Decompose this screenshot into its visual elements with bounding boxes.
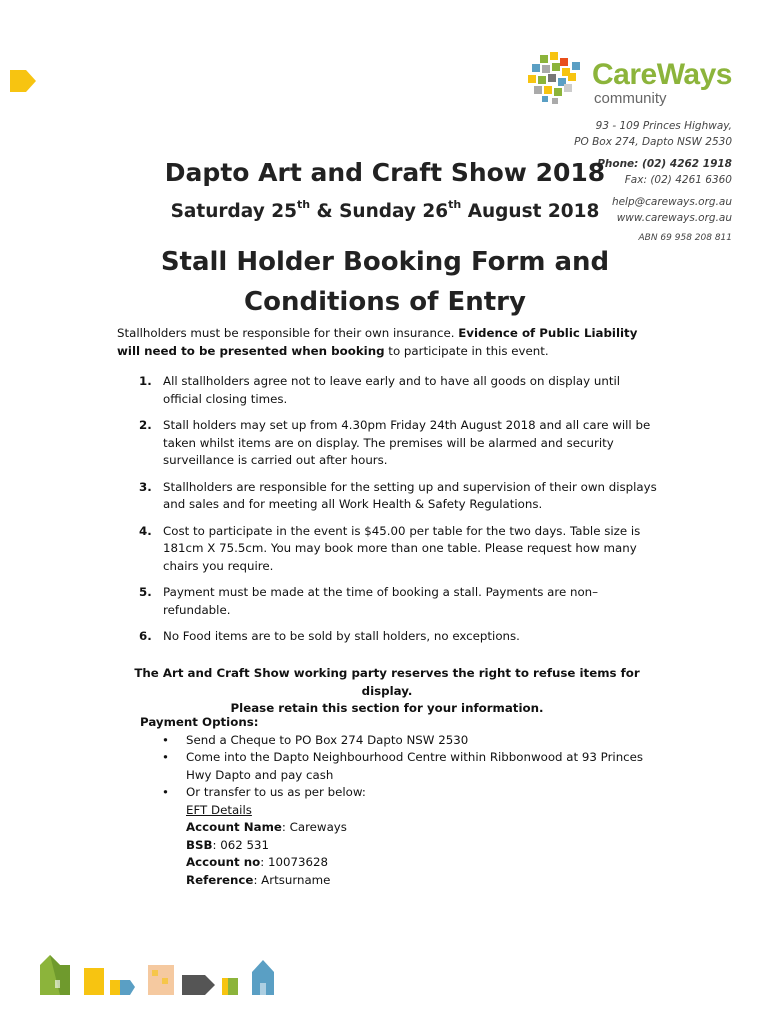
condition-number: 1.	[139, 374, 152, 388]
date-part-a: Saturday 25	[170, 201, 297, 223]
reference-label: Reference	[186, 872, 254, 887]
condition-item	[117, 628, 657, 646]
payment-option-text: Come into the Dapto Neighbourhood Centre within Ribbonwood at 93 Princes Hwy Dapto and pay cash	[186, 750, 644, 782]
notice-line-1: The Art and Craft Show working party reserves the right to refuse items for display.	[134, 666, 640, 698]
payment-heading: Payment Options:	[140, 715, 259, 729]
phone-text: Phone: (02) 4262 1918	[597, 158, 732, 170]
bullet-icon: •	[162, 785, 169, 799]
fax-text: Fax: (02) 4261 6360	[624, 174, 732, 186]
payment-option-text: Send a Cheque to PO Box 274 Dapto NSW 2530	[186, 732, 469, 747]
bullet-icon: •	[162, 732, 169, 747]
account-name-label: Account Name	[186, 820, 282, 834]
condition-item	[117, 523, 657, 576]
account-name-value: : Careways	[281, 820, 347, 834]
logo-brand-text: CareWays	[592, 58, 732, 91]
condition-item	[117, 417, 657, 470]
condition-text: All stallholders agree not to leave early and to have all goods on display until official closing times.	[163, 374, 621, 406]
website-text: www.careways.org.au	[616, 212, 732, 224]
condition-number: 5.	[139, 585, 152, 599]
date-part-c: August 2018	[461, 201, 600, 223]
condition-text: Stall holders may set up from 4.30pm Friday 24th August 2018 and all care will be taken whilst items are on display. The premises will be alarmed and security surveillance is carried out after hours.	[163, 418, 651, 467]
condition-item	[117, 479, 657, 514]
account-no-label: Account no	[186, 855, 261, 869]
date-part-b: & Sunday 26	[310, 201, 449, 223]
logo-sub-text: community	[594, 90, 667, 107]
bsb-row	[186, 837, 660, 855]
address-line-1: 93 - 109 Princes Highway,	[595, 120, 732, 132]
event-dates	[100, 200, 670, 222]
corner-tag-icon	[10, 70, 36, 92]
conditions-list	[117, 373, 657, 655]
condition-text: Stallholders are responsible for the setting up and supervision of their own displays and sales and for meeting all Work Health & Safety Regulations.	[163, 479, 657, 511]
reference-row	[186, 872, 660, 890]
footer-houses-icon	[40, 950, 290, 995]
notice-line-2: Please retain this section for your information.	[230, 701, 544, 715]
account-no-row	[186, 854, 660, 872]
condition-text: No Food items are to be sold by stall holders, no exceptions.	[163, 629, 520, 643]
bullet-icon: •	[162, 750, 169, 764]
condition-number: 4.	[139, 523, 152, 538]
bsb-label: BSB	[186, 837, 213, 852]
abn-text: ABN 69 958 208 811	[638, 233, 732, 243]
payment-option-text: Or transfer to us as per below:	[186, 785, 366, 799]
payment-option	[140, 749, 660, 784]
form-title-line-1: Stall Holder Booking Form and	[160, 247, 610, 277]
condition-text: Payment must be made at the time of booking a stall. Payments are non–refundable.	[163, 585, 599, 617]
condition-number: 2.	[139, 418, 152, 432]
event-title: Dapto Art and Craft Show 2018	[164, 158, 606, 187]
payment-options	[140, 714, 660, 889]
form-title	[100, 242, 670, 322]
account-no-value: : 10073628	[260, 855, 329, 869]
reference-value: : Artsurname	[253, 872, 331, 887]
condition-item	[117, 584, 657, 619]
careways-logo	[520, 50, 745, 120]
insurance-intro	[117, 325, 657, 360]
date-sup-b: th	[448, 198, 462, 211]
condition-text: Cost to participate in the event is $45.00 per table for the two days. Table size is 181cm X 75.5cm. You may book more than one table. Please request how many chairs you require.	[163, 523, 641, 573]
eft-title: EFT Details	[186, 802, 252, 817]
form-title-line-2: Conditions of Entry	[244, 287, 526, 317]
condition-number: 6.	[139, 629, 152, 643]
eft-details	[140, 802, 660, 890]
intro-text-a: Stallholders must be responsible for their own insurance.	[117, 326, 459, 340]
address-line-2: PO Box 274, Dapto NSW 2530	[574, 136, 732, 148]
condition-item	[117, 373, 657, 408]
email-text: help@careways.org.au	[611, 196, 732, 208]
condition-number: 3.	[139, 479, 152, 494]
logo-houses-icon	[520, 50, 590, 110]
account-name-row	[186, 819, 660, 837]
payment-option	[140, 784, 660, 802]
reserve-notice	[117, 665, 657, 718]
date-sup-a: th	[296, 198, 311, 211]
intro-text-b: to participate in this event.	[384, 343, 549, 358]
bsb-value: : 062 531	[212, 837, 269, 852]
intro-text-bold: Evidence of Public Liability will need to be presented when booking	[117, 326, 638, 358]
payment-option	[140, 732, 660, 750]
